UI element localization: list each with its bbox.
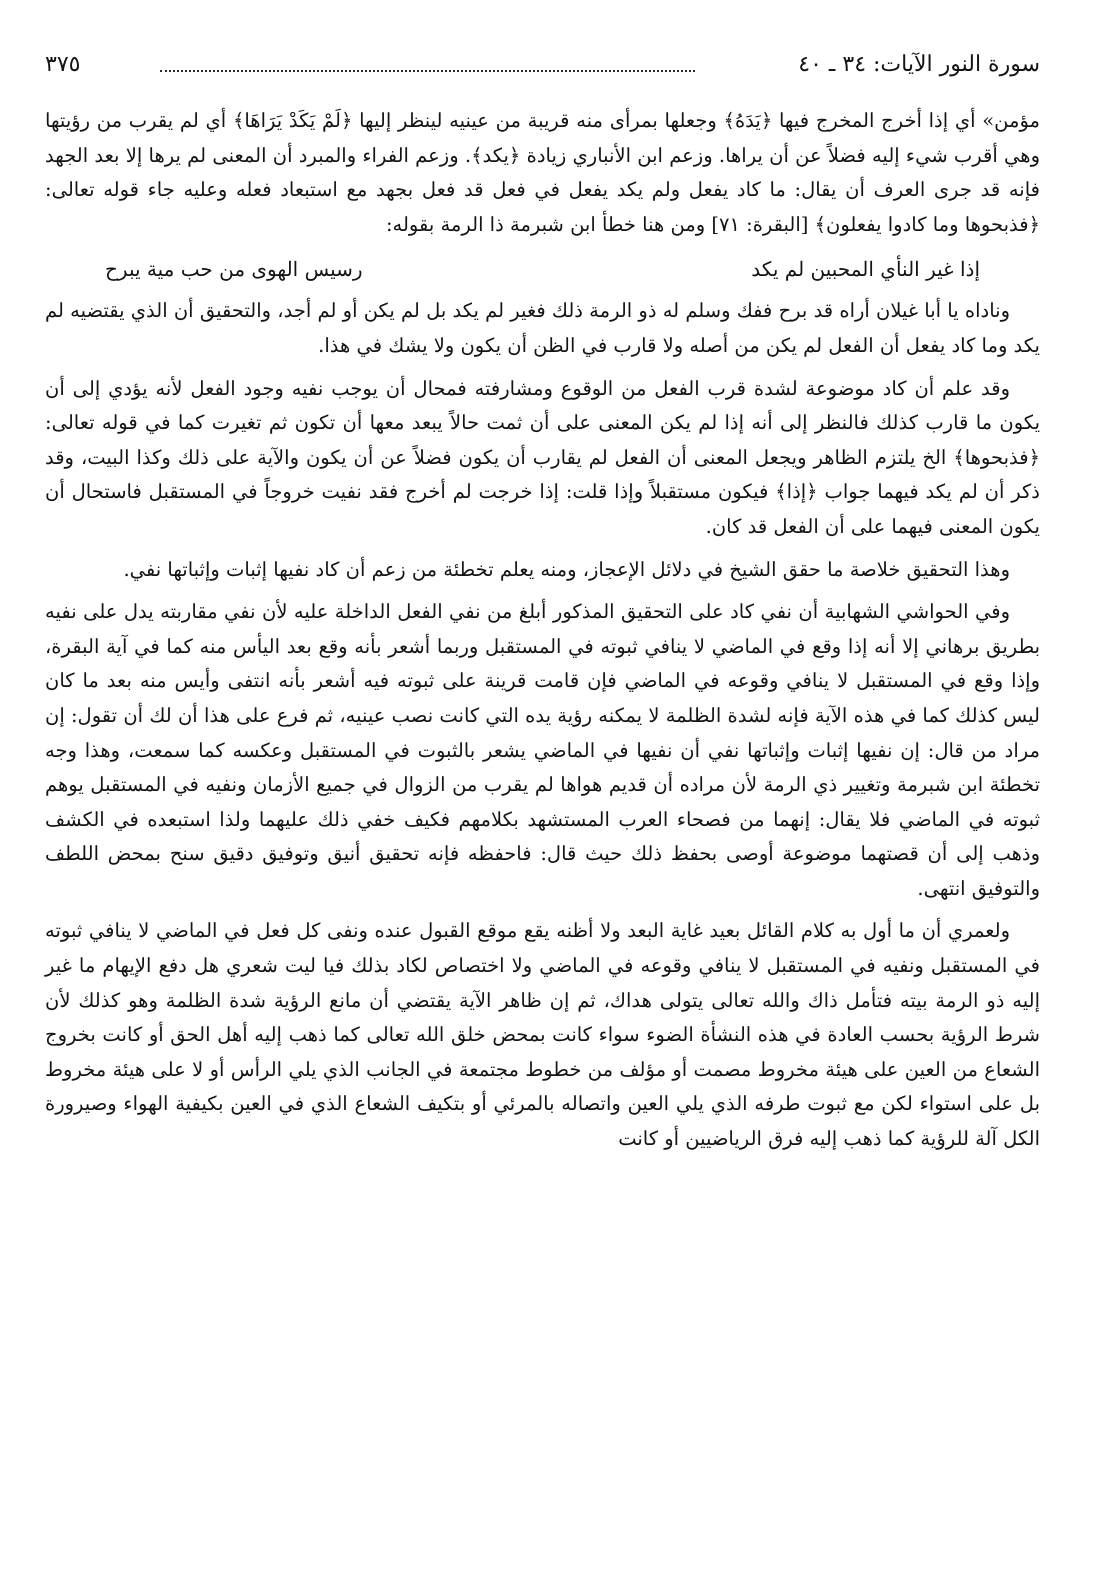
page-number: ٣٧٥ [45,52,81,77]
paragraph-6: ولعمري أن ما أول به كلام القائل بعيد غاية البعد ولا أظنه يقع موقع القبول عنده ونفى كل فعل في الماضي لا ينافي ثبوته في المستقبل ونفيه في المستقبل لا ينافي وقوعه في الماضي ولا اختصاص لكاد بذلك فيا ليت شعري هل دفع الإيهام ما غير إليه ذو الرمة بيته فتأمل ذاك والله تعالى يتولى هداك، ثم إن ظاهر الآية يقتضي أن مانع الرؤية شدة الظلمة وهو كذلك لأن شرط الرؤية بحسب العادة في هذه النشأة الضوء سواء كانت بمحض خلق الله تعالى كما ذهب إليه أهل الحق أو كانت بخروج الشعاع من العين على هيئة مخروط مصمت أو مؤلف من خطوط مجتمعة في الجانب الذي يلي الرأس أو لا على هيئة مخروط بل على استواء لكن مع ثبوت طرفه الذي يلي العين واتصاله بالمرئي أو بتكيف الشعاع الذي في العين بكيفية الهواء وصيرورة الكل آلة للرؤية كما ذهب إليه فرق الرياضيين أو كانت [45,919,1040,1151]
paragraph-2: وناداه يا أبا غيلان أراه قد برح ففك وسلم له ذو الرمة ذلك فغير لم يكد بل لم يكن أو لم أجد، والتحقيق أن الذي يقتضيه لم يكد وما كاد يفعل أن الفعل لم يكن من أصله ولا قارب في الظن أن يكون ولا يشك في هذا. [45,299,1040,357]
running-header [45,40,1040,90]
paragraph-3: وقد علم أن كاد موضوعة لشدة قرب الفعل من الوقوع ومشارفته فمحال أن يوجب نفيه وجود الفعل لأنه يؤدي إلى أن يكون ما قارب كذلك فالنظر إلى أنه إذا لم يكن المعنى على أن ثمت حالاً يبعد معها أن تكون ثم تغيرت كما في قوله تعالى: ﴿فذبحوها﴾ الخ يلتزم الظاهر ويجعل المعنى أن الفعل لم يقارب أن يكون فضلاً عن أن يكون والآية على ذلك وكذا البيت، وقد ذكر أن لم يكد فيهما جواب ﴿إذا﴾ فيكون مستقبلاً وإذا قلت: إذا خرجت لم أخرج فقد نفيت خروجاً في المستقبل فاستحال أن يكون المعنى فيهما على أن الفعل قد كان. [45,376,1040,538]
paragraph-4: وهذا التحقيق خلاصة ما حقق الشيخ في دلائل الإعجاز، ومنه يعلم تخطئة من زعم أن كاد نفيها إثبات وإثباتها نفي. [123,557,1010,581]
verse-second-hemistich: رسيس الهوى من حب مية يبرح [105,257,363,282]
paragraph-1: مؤمن» أي إذا أخرج المخرج فيها ﴿يَدَهُ﴾ وجعلها بمرأى منه قريبة من عينيه لينظر إليها ﴿لَمْ يَكَدْ يَرَاهَا﴾ أي لم يقرب من رؤيتها وهي أقرب شيء إليه فضلاً عن أن يراها. وزعم ابن الأنباري زيادة ﴿يكد﴾. وزعم الفراء والمبرد أن المعنى لم يرها إلا بعد الجهد فإنه قد جرى العرف أن يقال: ما كاد يفعل ولم يكد يفعل في فعل قد فعل بجهد مع استبعاد فعله وعليه جاء قوله تعالى: ﴿فذبحوها وما كادوا يفعلون﴾ [البقرة: ٧١] ومن هنا خطأ ابن شبرمة ذا الرمة بقوله: [45,109,1040,236]
dotted-leader [160,70,695,72]
chapter-title: سورة النور الآيات: ٣٤ ـ ٤٠ [798,52,1040,77]
poetry-verse [45,250,1040,288]
verse-first-hemistich: إذا غير النأي المحبين لم يكد [751,257,980,282]
book-page [45,40,1040,1550]
paragraph-5: وفي الحواشي الشهابية أن نفي كاد على التحقيق المذكور أبلغ من نفي الفعل الداخلة عليه لأن نفي مقاربته يدل على نفيه بطريق برهاني إلا أنه إذا وقع في الماضي لا ينافي ثبوته في المستقبل وربما أشعر بأنه وقع بعد اليأس منه كما في آية البقرة، وإذا وقع في المستقبل لا ينافي وقوعه في الماضي فإن قامت قرينة على ثبوته فيه أشعر بأنه انتفى وأيس منه بعد ما كان ليس كذلك كما في هذه الآية فإنه لشدة الظلمة لا يمكنه رؤية يده التي كانت نصب عينيه، ثم فرع على هذا أن لك أن تقول: إن مراد من قال: إن نفيها إثبات وإثباتها نفي أن نفيها في الماضي يشعر بالثبوت في المستقبل وعكسه كما سمعت، وهذا وجه تخطئة ابن شبرمة وتغيير ذي الرمة لأن مراده أن قديم هواها لم يقرب من الزوال في جميع الأزمان ونفيه في المستقبل يوهم ثبوته في الماضي فلا يقال: إنهما من فصحاء العرب المستشهد بكلامهم فكيف خفي ذلك عليهما ولذا استبعده في الكشف وذهب إلى أن قصتهما موضوعة أوصى بحفظ ذلك حيث قال: فاحفظه فإنه تحقيق أنيق وتوفيق دقيق سنح بمحض اللطف والتوفيق انتهى. [45,600,1040,900]
page-body [45,104,1040,1157]
